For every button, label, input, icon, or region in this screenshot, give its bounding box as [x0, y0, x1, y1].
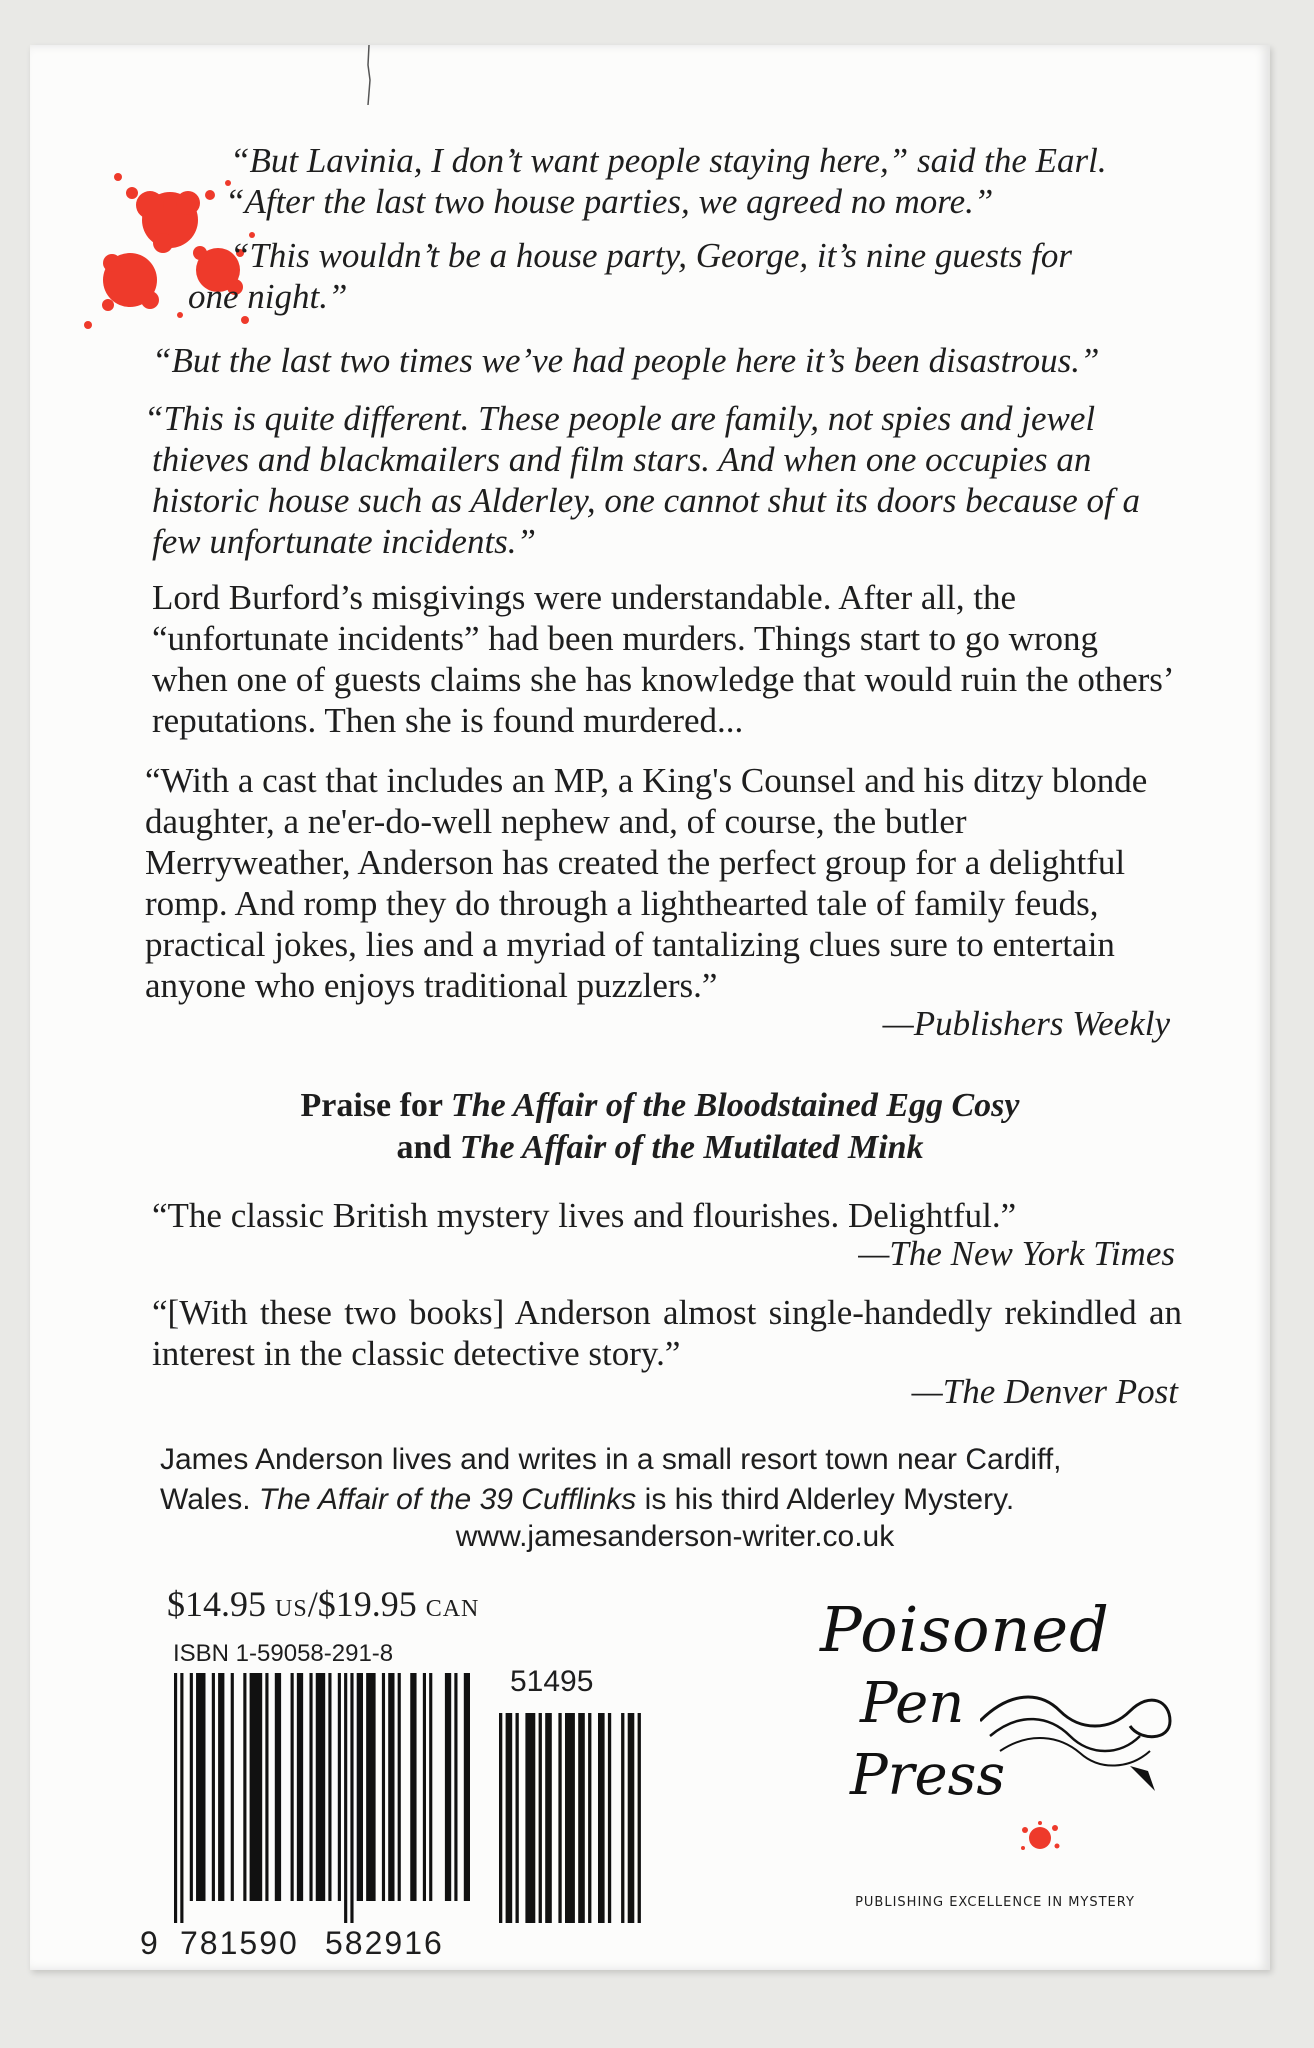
review-publishers-weekly: “With a cast that includes an MP, a King's Counsel and his ditzy blonde daughter, a ne'er-do-well nephew and, of course, the butler Merryweather, Anderson has created the perfect group for a delightful romp. And romp they do through a lighthearted tale of family feuds, practical jokes, lies and a myriad of tantalizing clues sure to entertain anyone who enjoys traditional puzzlers.” [145, 761, 1148, 1005]
author-bio-title: The Affair of the 39 Cufflinks [258, 1483, 637, 1516]
author-bio-line-1: James Anderson lives and writes in a small resort town near Cardiff, [160, 1443, 1062, 1476]
barcode-bar [196, 1673, 205, 1901]
barcode-bar [275, 1673, 281, 1901]
synopsis-paragraph: Lord Burford’s misgivings were understandable. After all, the “unfortunate incidents” had been murders. Things start to go wrong when one of guests claims she has knowledge that would ruin the others’ reputations. Then she is found murdered... [152, 578, 1172, 740]
barcode-bar [309, 1673, 312, 1901]
quote-4: “This is quite different. These people are family, not spies and jewel thieves and blackmailers and film stars. And when one occupies an historic house such as Alderley, one cannot shut its doors because of a few unfortunate incidents.” [144, 399, 1141, 561]
review-denver-post: “[With these two books] Anderson almost single-handedly rekindled an interest in the classic detective story.” [152, 1293, 1182, 1373]
praise-and: and [396, 1129, 460, 1166]
barcode-bar [250, 1673, 263, 1901]
barcode-bar [344, 1673, 347, 1923]
isbn-digit-first: 9 [140, 1925, 159, 1961]
barcode-bar [628, 1713, 635, 1923]
barcode-bar [398, 1673, 401, 1901]
barcode-bar [429, 1673, 432, 1901]
barcode-bar [218, 1673, 224, 1901]
price-us: $14.95 [167, 1584, 266, 1624]
pen-flourish-icon [980, 1681, 1180, 1801]
review-source-new-york-times: —The New York Times [858, 1234, 1175, 1273]
price-can-label: CAN [425, 1596, 480, 1622]
barcode-bar [578, 1713, 585, 1923]
isbn-label: ISBN 1-59058-291-8 [173, 1640, 394, 1667]
barcode-bar [506, 1713, 513, 1923]
price-us-label: US [275, 1596, 308, 1622]
logo-blood-drop-icon [1015, 1818, 1065, 1858]
barcode-bar [423, 1673, 426, 1901]
publisher-tagline: PUBLISHING EXCELLENCE IN MYSTERY [855, 1895, 1135, 1910]
barcode-bar [638, 1713, 641, 1923]
barcode-bar [410, 1673, 416, 1901]
barcode-bar [357, 1673, 363, 1901]
barcode-bar [265, 1673, 268, 1901]
barcode-bar [445, 1673, 451, 1901]
barcode-bar [180, 1673, 183, 1923]
barcode-bar [328, 1673, 331, 1901]
quote-1-line-2: “After the last two house parties, we agreed no more.” [225, 182, 994, 221]
barcode-bar [243, 1673, 246, 1901]
isbn-barcode [170, 1673, 470, 1928]
publisher-word-1: Poisoned [820, 1593, 1110, 1666]
barcode-bar [297, 1673, 303, 1901]
quote-1-line-1: “But Lavinia, I don’t want people staying here,” said the Earl. [230, 141, 1107, 180]
review-source-denver-post: —The Denver Post [911, 1372, 1178, 1411]
barcode-bar [366, 1673, 375, 1901]
barcode-bar [464, 1673, 470, 1901]
praise-heading [160, 1085, 1160, 1169]
barcode-bar [598, 1713, 605, 1923]
barcode-bar [174, 1673, 177, 1923]
barcode-bar [338, 1673, 341, 1901]
isbn-digits-group-1: 781590 [180, 1925, 299, 1961]
barcode-bar [190, 1673, 193, 1901]
barcode-bar [212, 1673, 215, 1901]
barcode-bar [499, 1713, 502, 1923]
publisher-word-3: Press [850, 1743, 1006, 1808]
praise-book-2: The Affair of the Mutilated Mink [459, 1129, 924, 1166]
author-website: www.jamesanderson-writer.co.uk [455, 1520, 895, 1553]
barcode-bar [316, 1673, 325, 1901]
book-back-cover [30, 45, 1270, 1970]
isbn-addon-barcode [495, 1713, 645, 1928]
barcode-bar [539, 1713, 542, 1923]
price: $14.95 US/$19.95 CAN [167, 1584, 480, 1624]
barcode-bar [388, 1673, 394, 1901]
barcode-bar [291, 1673, 294, 1901]
isbn-digits-group-2: 582916 [325, 1925, 444, 1961]
barcode-bar [608, 1713, 611, 1923]
barcode-bar [454, 1673, 457, 1901]
author-bio-line-2 [160, 1480, 1190, 1520]
publisher-logo [810, 1593, 1180, 1853]
barcode-bar [545, 1713, 552, 1923]
review-source-publishers-weekly: —Publishers Weekly [882, 1004, 1170, 1043]
quote-2-line-2: one night.” [188, 277, 348, 316]
barcode-bar [231, 1673, 234, 1901]
author-bio-prefix: Wales. [160, 1483, 259, 1516]
isbn-addon-digits: 51495 [510, 1665, 594, 1698]
barcode-bar [621, 1713, 624, 1923]
barcode-bar [558, 1713, 561, 1923]
barcode-bar [588, 1713, 591, 1923]
barcode-bar [516, 1713, 519, 1923]
quote-3: “But the last two times we’ve had people here it’s been disastrous.” [152, 341, 1100, 380]
price-can: $19.95 [317, 1584, 417, 1624]
author-bio-suffix: is his third Alderley Mystery. [636, 1483, 1015, 1516]
author-bio [160, 1440, 1190, 1520]
paper-tear-mark [365, 45, 373, 105]
praise-prefix: Praise for [300, 1087, 451, 1124]
barcode-bar [350, 1673, 353, 1923]
quote-2-line-1: “This wouldn’t be a house party, George, it’s nine guests for [230, 236, 1072, 275]
barcode-bar [525, 1713, 535, 1923]
publisher-word-2: Pen [860, 1671, 965, 1736]
barcode-bar [382, 1673, 385, 1901]
barcode-bar [565, 1713, 575, 1923]
review-new-york-times: “The classic British mystery lives and flourishes. Delightful.” [152, 1196, 1017, 1235]
praise-book-1: The Affair of the Bloodstained Egg Cosy [450, 1087, 1020, 1124]
